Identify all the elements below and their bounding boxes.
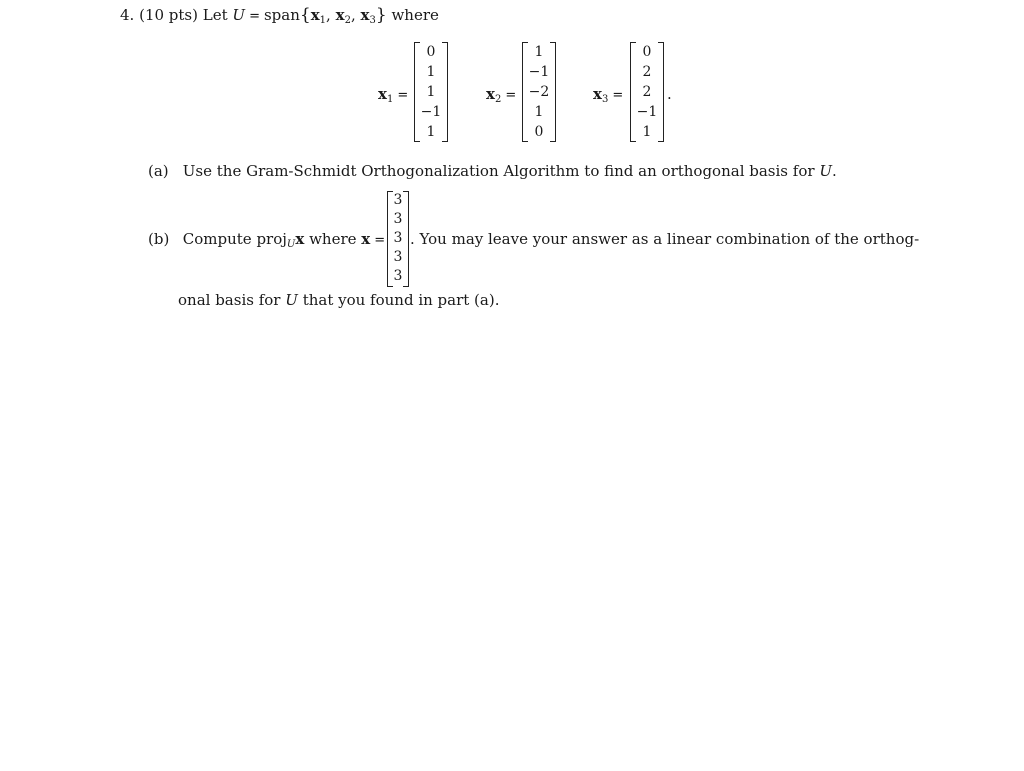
vector-x3-ref: x (360, 6, 370, 24)
part-b-proj-sub: U (286, 239, 296, 250)
vector-x1-label (378, 85, 412, 105)
vector-x2-equals: = (505, 88, 517, 103)
part-b-where: where (309, 230, 357, 248)
part-b-entry: 3 (393, 268, 403, 284)
problem-header (120, 6, 439, 26)
part-b-entry: 3 (393, 249, 403, 265)
vector-x2-label (486, 85, 520, 105)
vector-x3-entry: −1 (636, 104, 658, 120)
vector-x1-entry: −1 (420, 104, 442, 120)
sub-1: 1 (319, 15, 327, 26)
vector-x2-entry: 1 (534, 104, 544, 120)
vector-x2-entry: 1 (534, 44, 544, 60)
vector-x2-entry: −2 (528, 84, 550, 100)
sub-2: 2 (344, 15, 351, 26)
vector-x3-letter: x (593, 85, 602, 103)
part-b-equals: = (374, 233, 386, 248)
vector-x3-entry: 1 (642, 124, 652, 140)
part-b-text2-post: that you found in part (a). (302, 291, 500, 309)
vector-x2-ref: x (335, 6, 345, 24)
vector-x3-label (593, 85, 627, 105)
vector-x1-matrix (414, 42, 448, 142)
vector-x3-entry: 2 (642, 64, 652, 80)
vector-x1-letter: x (378, 85, 387, 103)
vector-x1-ref: x (310, 6, 320, 24)
part-b-entry: 3 (393, 192, 403, 208)
part-b-text1: . You may leave your answer as a linear combination of the orthog- (410, 230, 920, 248)
vector-x1-sub: 1 (386, 94, 394, 105)
vector-x1-equals: = (397, 88, 409, 103)
part-b-entry: 3 (393, 211, 403, 227)
part-b-x2: x (361, 230, 371, 248)
set-U: U (232, 6, 246, 24)
vector-x1-entry: 1 (426, 64, 436, 80)
part-b-text2-pre: onal basis for (178, 291, 281, 309)
part-a-marker: (a) (148, 162, 169, 180)
comma-2: , (350, 6, 356, 24)
part-b-line1 (148, 230, 389, 250)
vector-x1-entry: 1 (426, 84, 436, 100)
part-a-text: Use the Gram-Schmidt Orthogonalization Algorithm to find an orthogonal basis for (182, 162, 815, 180)
vector-x2-sub: 2 (494, 94, 502, 105)
let-word: Let (202, 6, 228, 24)
vector-x2-entry: −1 (528, 64, 550, 80)
comma-1: , (326, 6, 331, 24)
problem-points: (10 pts) (139, 6, 198, 24)
vector-x1-entry: 1 (426, 124, 436, 140)
equals-sign: = (249, 9, 260, 24)
vectors-period: . (667, 85, 672, 103)
part-b-x: x (295, 230, 305, 248)
part-b-line2 (178, 291, 499, 309)
vector-x3-sub: 3 (601, 94, 609, 105)
where-word: where (391, 6, 439, 24)
part-b-compute: Compute proj (182, 230, 287, 248)
vector-x3-matrix (630, 42, 664, 142)
vector-x2-matrix (522, 42, 556, 142)
sub-3: 3 (369, 15, 376, 26)
part-b-entry: 3 (393, 230, 403, 246)
part-a-period: . (831, 162, 837, 180)
part-b-matrix (387, 191, 409, 287)
vector-x3-entry: 0 (642, 44, 652, 60)
close-brace: } (375, 5, 387, 25)
part-b-U: U (285, 291, 298, 309)
vector-x1-entry: 0 (426, 44, 436, 60)
open-brace: { (299, 5, 311, 25)
part-b-marker: (b) (148, 230, 170, 248)
vector-x2-letter: x (486, 85, 495, 103)
vector-x2-entry: 0 (534, 124, 544, 140)
problem-number: 4. (120, 6, 135, 24)
vector-x3-entry: 2 (642, 84, 652, 100)
part-a-U: U (819, 162, 832, 180)
vector-x3-equals: = (612, 88, 624, 103)
part-a (148, 162, 837, 180)
span-word: span (263, 6, 300, 24)
